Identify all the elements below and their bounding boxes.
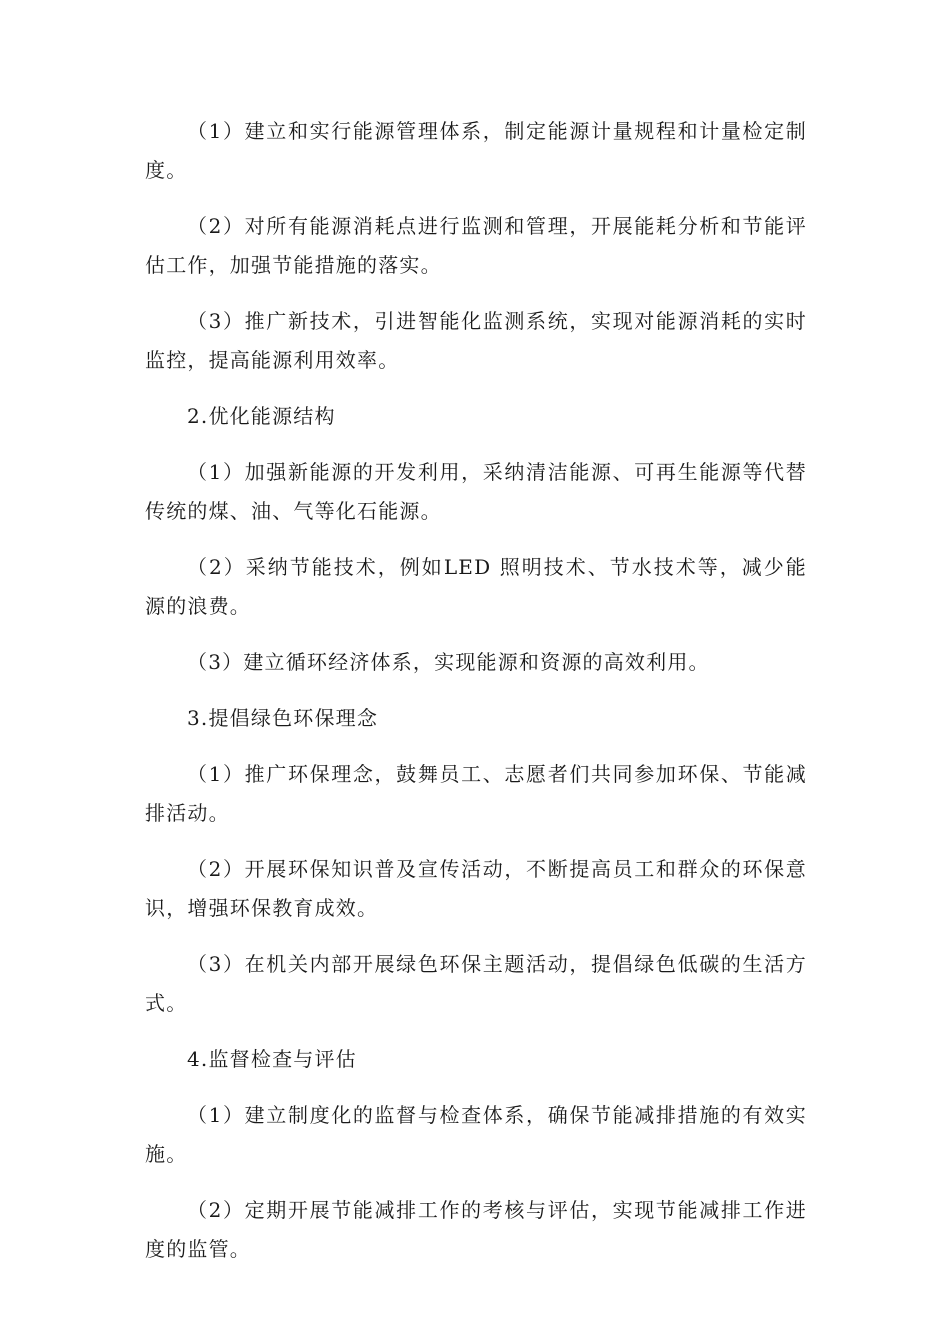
section-heading-3: 3.提倡绿色环保理念 <box>187 706 379 730</box>
paragraph-2-3: （3）建立循环经济体系，实现能源和资源的高效利用。 <box>187 650 710 674</box>
paragraph-1-3: （3）推广新技术，引进智能化监测系统，实现对能源消耗的实时监控，提高能源利用效率。 <box>145 309 807 372</box>
paragraph-3-1: （1）推广环保理念，鼓舞员工、志愿者们共同参加环保、节能减排活动。 <box>145 762 807 825</box>
paragraph-1-2: （2）对所有能源消耗点进行监测和管理，开展能耗分析和节能评估工作，加强节能措施的落实。 <box>145 214 807 277</box>
paragraph-1-1: （1）建立和实行能源管理体系，制定能源计量规程和计量检定制度。 <box>145 119 807 182</box>
section-heading-2: 2.优化能源结构 <box>187 404 336 428</box>
paragraph-3-3: （3）在机关内部开展绿色环保主题活动，提倡绿色低碳的生活方式。 <box>145 952 807 1015</box>
paragraph-4-2: （2）定期开展节能减排工作的考核与评估，实现节能减排工作进度的监管。 <box>145 1198 807 1261</box>
paragraph-4-1: （1）建立制度化的监督与检查体系，确保节能减排措施的有效实施。 <box>145 1103 807 1166</box>
section-heading-4: 4.监督检查与评估 <box>187 1047 357 1071</box>
paragraph-3-2: （2）开展环保知识普及宣传活动，不断提高员工和群众的环保意识，增强环保教育成效。 <box>145 857 807 920</box>
document-page <box>145 112 807 1286</box>
paragraph-2-2: （2）采纳节能技术，例如LED 照明技术、节水技术等，减少能源的浪费。 <box>145 555 807 618</box>
paragraph-2-1: （1）加强新能源的开发利用，采纳清洁能源、可再生能源等代替传统的煤、油、气等化石能源。 <box>145 460 807 523</box>
